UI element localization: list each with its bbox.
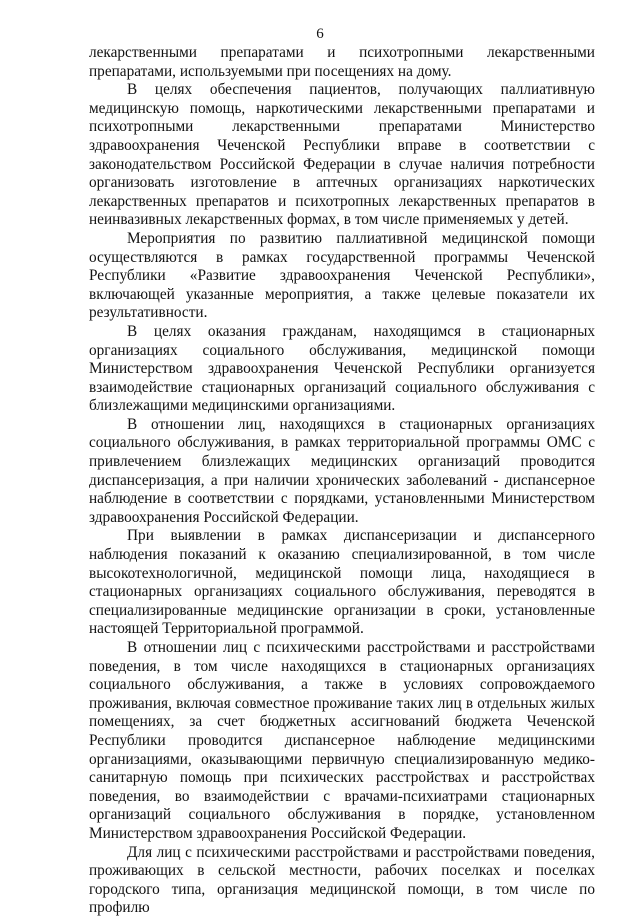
paragraph-1-continuation: лекарственными препаратами и психотропными лекарственными препаратами, используемыми при посещениях на дому. bbox=[89, 44, 595, 80]
page-number: 6 bbox=[316, 26, 324, 42]
paragraph-narcotic-drugs-manufacturing: В целях обеспечения пациентов, получающих паллиативную медицинскую помощь, наркотическими лекарственными препаратами и психотропными лекарственными препаратами Министерство здравоохранения Чеченской Республики вправе в соответствии с законодательством Российской Федерации в случае наличия потребности организовать изготовление в аптечных организациях наркотических лекарственных препаратов и психотропных лекарственных препаратов в неинвазивных лекарственных формах, в том числе применяемых у детей. bbox=[89, 81, 595, 229]
paragraph-rural-mental-care: Для лиц с психическими расстройствами и расстройствами поведения, проживающих в сельской местности, рабочих поселках и поселках городского типа, организация медицинской помощи, в том числе по профилю bbox=[89, 843, 595, 917]
paragraph-dispensarization: В отношении лиц, находящихся в стационарных организациях социального обслуживания, в рамках территориальной программы ОМС с привлечением близлежащих медицинских организаций проводится диспансеризация, а при наличии хронических заболеваний - диспансерное наблюдение в соответствии с порядками, установленными Министерством здравоохранения Российской Федерации. bbox=[89, 415, 595, 526]
paragraph-mental-disorders: В отношении лиц с психическими расстройствами и расстройствами поведения, в том числе находящихся в стационарных организациях социального обслуживания, а также в условиях сопровождаемого проживания, включая совместное проживание таких лиц в отдельных жилых помещениях, за счет бюджетных ассигнований бюджета Чеченской Республики проводится диспансерное наблюдение медицинскими организациями, оказывающими первичную специализированную медико-санитарную помощь при психических расстройствах и расстройствах поведения, во взаимодействии с врачами-психиатрами стационарных организаций социального обслуживания в порядке, установленном Министерством здравоохранения Российской Федерации. bbox=[89, 639, 595, 842]
paragraph-social-organizations-interaction: В целях оказания гражданам, находящимся в стационарных организациях социального обслуживания, медицинской помощи Министерством здравоохранения Чеченской Республики организуется взаимодействие стационарных организаций социального обслуживания с близлежащими медицинскими организациями. bbox=[89, 322, 595, 415]
document-body bbox=[89, 44, 595, 918]
paragraph-specialized-care-transfer: При выявлении в рамках диспансеризации и диспансерного наблюдения показаний к оказанию специализированной, в том числе высокотехнологичной, медицинской помощи лица, находящиеся в стационарных организациях социального обслуживания, переводятся в специализированные медицинские организации в сроки, установленные настоящей Территориальной программой. bbox=[89, 527, 595, 638]
paragraph-state-program: Мероприятия по развитию паллиативной медицинской помощи осуществляются в рамках государственной программы Чеченской Республики «Развитие здравоохранения Чеченской Республики», включающей указанные мероприятия, а также целевые показатели их результативности. bbox=[89, 229, 595, 322]
